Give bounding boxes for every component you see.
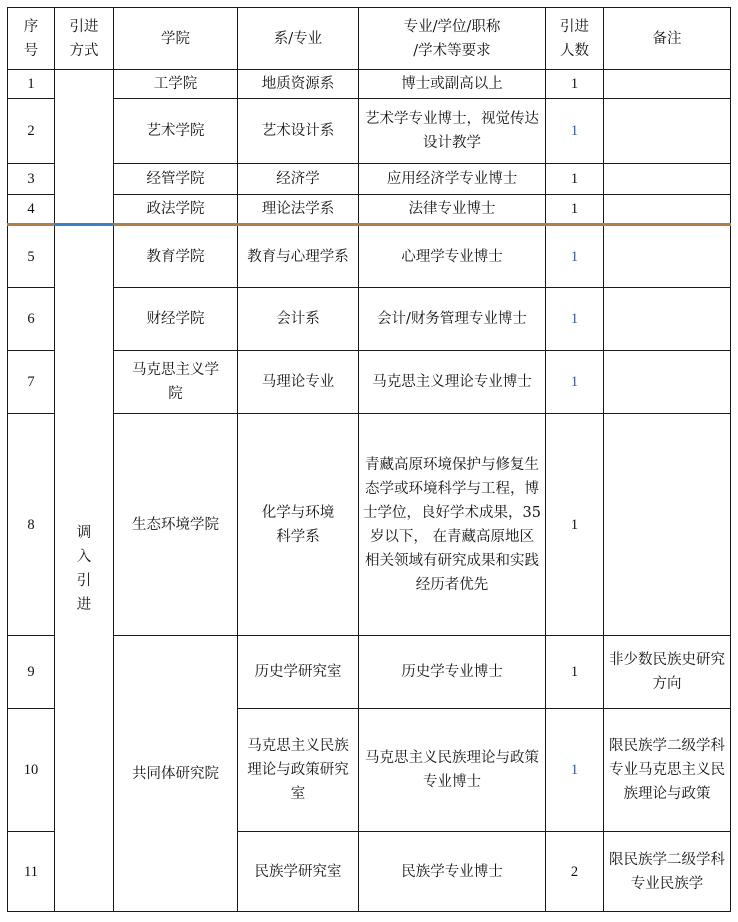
row-note [604, 70, 731, 99]
row-dept: 会计系 [238, 288, 359, 351]
row-note: 限民族学二级学科专业马克思主义民族理论与政策 [604, 709, 731, 832]
row-note [604, 288, 731, 351]
row-count: 1 [546, 288, 604, 351]
header-method: 引进方式 [55, 8, 114, 70]
table-row [8, 70, 731, 99]
row-count: 1 [546, 709, 604, 832]
header-seq: 序号 [8, 8, 55, 70]
row-college: 生态环境学院 [114, 414, 238, 636]
header-row [8, 8, 731, 70]
row-seq: 11 [8, 832, 55, 912]
row-dept: 马克思主义民族理论与政策研究室 [238, 709, 359, 832]
row-college: 马克思主义学院 [114, 351, 238, 414]
row-college: 经管学院 [114, 164, 238, 195]
row-requirements: 青藏高原环境保护与修复生态学或环境科学与工程，博士学位，良好学术成果，35岁以下， 在青藏高原地区相关领域有研究成果和实践经历者优先 [359, 414, 546, 636]
row-college: 工学院 [114, 70, 238, 99]
header-req-line1: 专业/学位/职称 [403, 18, 501, 35]
row-seq: 2 [8, 99, 55, 164]
row-count: 1 [546, 414, 604, 636]
row-count: 1 [546, 99, 604, 164]
row-note [604, 195, 731, 225]
row-requirements: 会计/财务管理专业博士 [359, 288, 546, 351]
row-count: 1 [546, 70, 604, 99]
header-req-line2: /学术等要求 [413, 42, 491, 59]
row-college: 财经学院 [114, 288, 238, 351]
header-requirements [359, 8, 546, 70]
recruitment-table [7, 7, 731, 912]
row-dept: 经济学 [238, 164, 359, 195]
row-college: 政法学院 [114, 195, 238, 225]
row-dept: 地质资源系 [238, 70, 359, 99]
row-seq: 4 [8, 195, 55, 225]
table-row [8, 414, 731, 636]
row-seq: 10 [8, 709, 55, 832]
table-row [8, 351, 731, 414]
row-dept: 理论法学系 [238, 195, 359, 225]
row-dept: 马理论专业 [238, 351, 359, 414]
row-dept: 历史学研究室 [238, 636, 359, 709]
header-college: 学院 [114, 8, 238, 70]
row-count: 1 [546, 636, 604, 709]
row-count: 2 [546, 832, 604, 912]
row-dept: 教育与心理学系 [238, 225, 359, 288]
row-college: 共同体研究院 [114, 636, 238, 912]
row-requirements: 马克思主义理论专业博士 [359, 351, 546, 414]
method-cell [55, 225, 114, 912]
row-requirements: 民族学专业博士 [359, 832, 546, 912]
row-requirements: 应用经济学专业博士 [359, 164, 546, 195]
header-note: 备注 [604, 8, 731, 70]
row-requirements: 心理学专业博士 [359, 225, 546, 288]
row-seq: 7 [8, 351, 55, 414]
header-count: 引进人数 [546, 8, 604, 70]
method-cell-empty [55, 70, 114, 225]
table-row [8, 288, 731, 351]
row-requirements: 法律专业博士 [359, 195, 546, 225]
row-college: 教育学院 [114, 225, 238, 288]
row-count: 1 [546, 164, 604, 195]
row-dept: 艺术设计系 [238, 99, 359, 164]
row-requirements: 历史学专业博士 [359, 636, 546, 709]
table-row [8, 99, 731, 164]
row-note [604, 99, 731, 164]
table-row [8, 636, 731, 709]
row-seq: 5 [8, 225, 55, 288]
row-seq: 6 [8, 288, 55, 351]
row-count: 1 [546, 351, 604, 414]
header-dept: 系/专业 [238, 8, 359, 70]
row-college: 艺术学院 [114, 99, 238, 164]
row-seq: 9 [8, 636, 55, 709]
row-requirements: 马克思主义民族理论与政策专业博士 [359, 709, 546, 832]
row-count: 1 [546, 225, 604, 288]
row-seq: 3 [8, 164, 55, 195]
row-dept: 化学与环境科学系 [238, 414, 359, 636]
row-note: 非少数民族史研究方向 [604, 636, 731, 709]
row-note [604, 225, 731, 288]
table-row [8, 195, 731, 225]
row-note [604, 351, 731, 414]
row-requirements: 博士或副高以上 [359, 70, 546, 99]
row-note [604, 164, 731, 195]
row-requirements: 艺术学专业博士，视觉传达设计教学 [359, 99, 546, 164]
row-note [604, 414, 731, 636]
table-row [8, 225, 731, 288]
table-row [8, 164, 731, 195]
row-count: 1 [546, 195, 604, 225]
row-seq: 8 [8, 414, 55, 636]
row-seq: 1 [8, 70, 55, 99]
row-note: 限民族学二级学科专业民族学 [604, 832, 731, 912]
row-dept: 民族学研究室 [238, 832, 359, 912]
method-label: 调入引进 [76, 524, 92, 613]
